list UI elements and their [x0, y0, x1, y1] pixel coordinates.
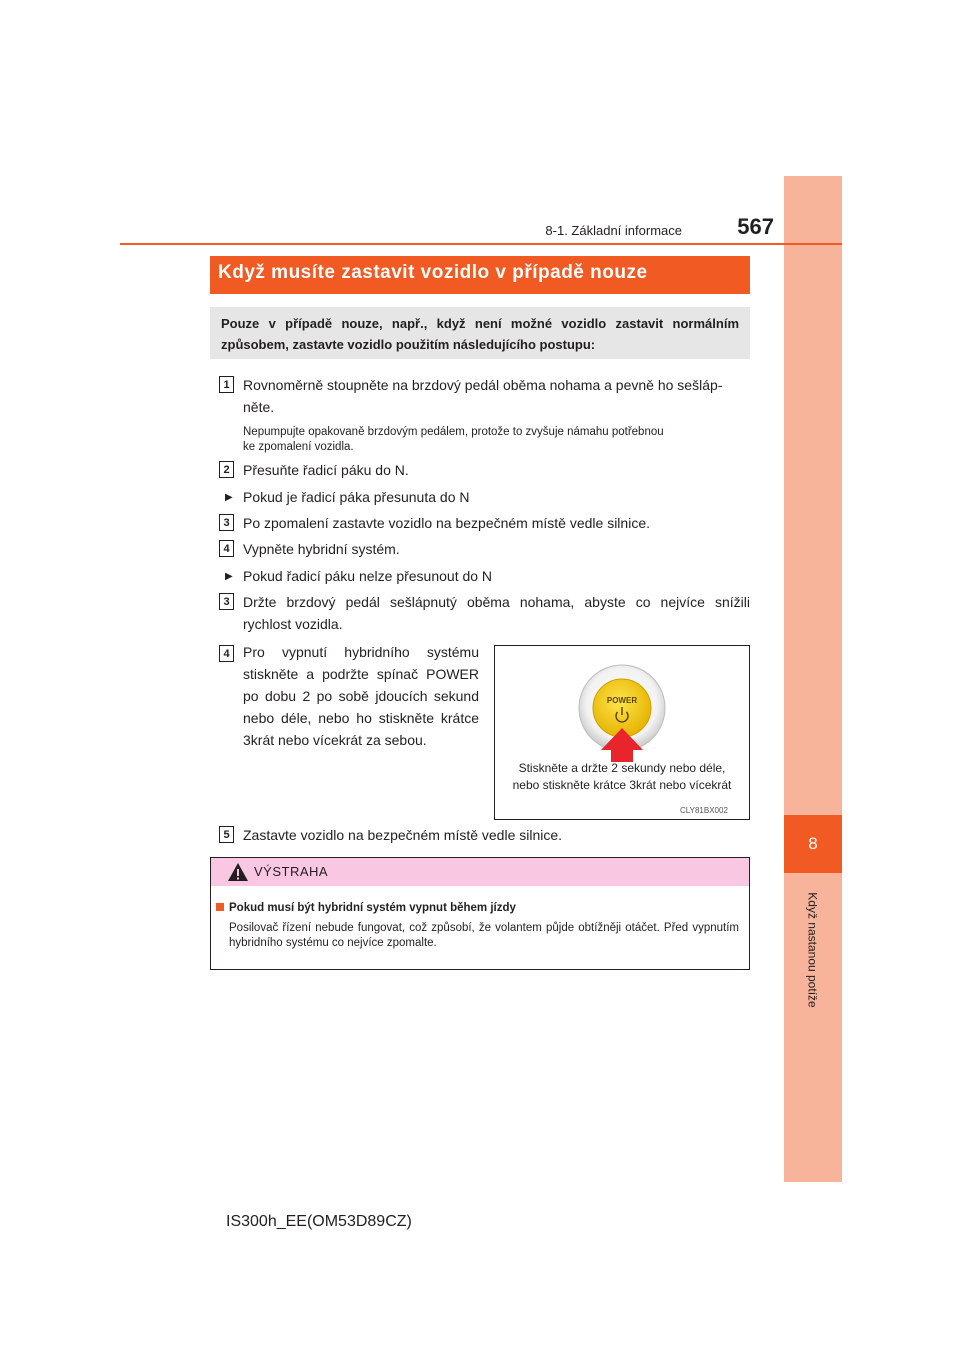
section-header: 8-1. Základní informace [545, 223, 682, 238]
step-1-line-2: něte. [243, 399, 275, 415]
step-4a-text: Vypněte hybridní systém. [243, 541, 400, 557]
figure-code: CLY81BX002 [680, 806, 728, 815]
step-number-3a: 3 [219, 514, 234, 531]
warning-body: Posilovač řízení nebude fungovat, což způsobí, že volantem půjde obtížněji otáčet. Před vypnutím hybridního systému co nejvíce zpomalte. [229, 922, 739, 949]
chapter-side-band [784, 176, 842, 1182]
intro-text: Pouze v případě nouze, např., když není možné vozidlo zastavit normálním způsobem, zastavte vozidlo použitím následujícího postupu: [221, 316, 739, 352]
page-number: 567 [737, 214, 774, 239]
header-rule [120, 243, 842, 245]
step-2-text: Přesuňte řadicí páku do N. [243, 462, 409, 478]
note-line-1: Nepumpujte opakovaně brzdovým pedálem, protože to zvyšuje námahu potřebnou [243, 426, 664, 438]
page-title: Když musíte zastavit vozidlo v případě nouze [218, 262, 648, 283]
step-4b-line-2: stiskněte a podržte spínač POWER [243, 666, 479, 682]
figure-caption: Stiskněte a držte 2 sekundy nebo déle, nebo stiskněte krátce 3krát nebo vícekrát [512, 761, 732, 792]
power-button-label: POWER [606, 696, 638, 705]
warning-bullet-icon [216, 903, 224, 911]
step-4b-line-3: po dobu 2 po sobě jdoucích sekund [243, 688, 479, 704]
step-4b-line-4: nebo déle, nebo ho stiskněte krátce [243, 710, 479, 726]
note-line-2: ke zpomalení vozidla. [243, 441, 354, 453]
case-a-text: Pokud je řadicí páka přesunuta do N [243, 489, 470, 505]
step-number-3b: 3 [219, 593, 234, 610]
step-3a-text: Po zpomalení zastavte vozidlo na bezpečném místě vedle silnice. [243, 515, 650, 531]
warning-title: Pokud musí být hybridní systém vypnut během jízdy [229, 902, 516, 914]
triangle-bullet-icon: ▶ [225, 492, 233, 503]
step-4b-line-5: 3krát nebo vícekrát za sebou. [243, 732, 427, 748]
step-5-text: Zastavte vozidlo na bezpečném místě vedle silnice. [243, 827, 563, 843]
triangle-bullet-icon: ▶ [225, 571, 233, 582]
step-4b-line-1: Pro vypnutí hybridního systému [243, 644, 479, 660]
warning-label: VÝSTRAHA [254, 864, 329, 879]
document-code-footer: IS300h_EE(OM53D89CZ) [226, 1213, 412, 1230]
step-number-5: 5 [219, 826, 234, 843]
step-3b-line-2: rychlost vozidla. [243, 616, 343, 632]
case-b-text: Pokud řadicí páku nelze přesunout do N [243, 568, 493, 584]
step-1-line-1: Rovnoměrně stoupněte na brzdový pedál oběma nohama a pevně ho sešláp- [243, 377, 723, 393]
intro-box [210, 307, 750, 359]
chapter-title-vertical: Když nastanou potíže [806, 892, 821, 1008]
step-number-4b: 4 [219, 645, 234, 662]
chapter-number-tab: 8 [784, 815, 842, 873]
step-number-4a: 4 [219, 540, 234, 557]
step-3b-line-1: Držte brzdový pedál sešlápnutý oběma nohama, abyste co nejvíce snížili [243, 594, 750, 610]
step-number-2: 2 [219, 461, 234, 478]
step-number-1: 1 [219, 376, 234, 393]
warning-triangle-icon [227, 862, 249, 882]
